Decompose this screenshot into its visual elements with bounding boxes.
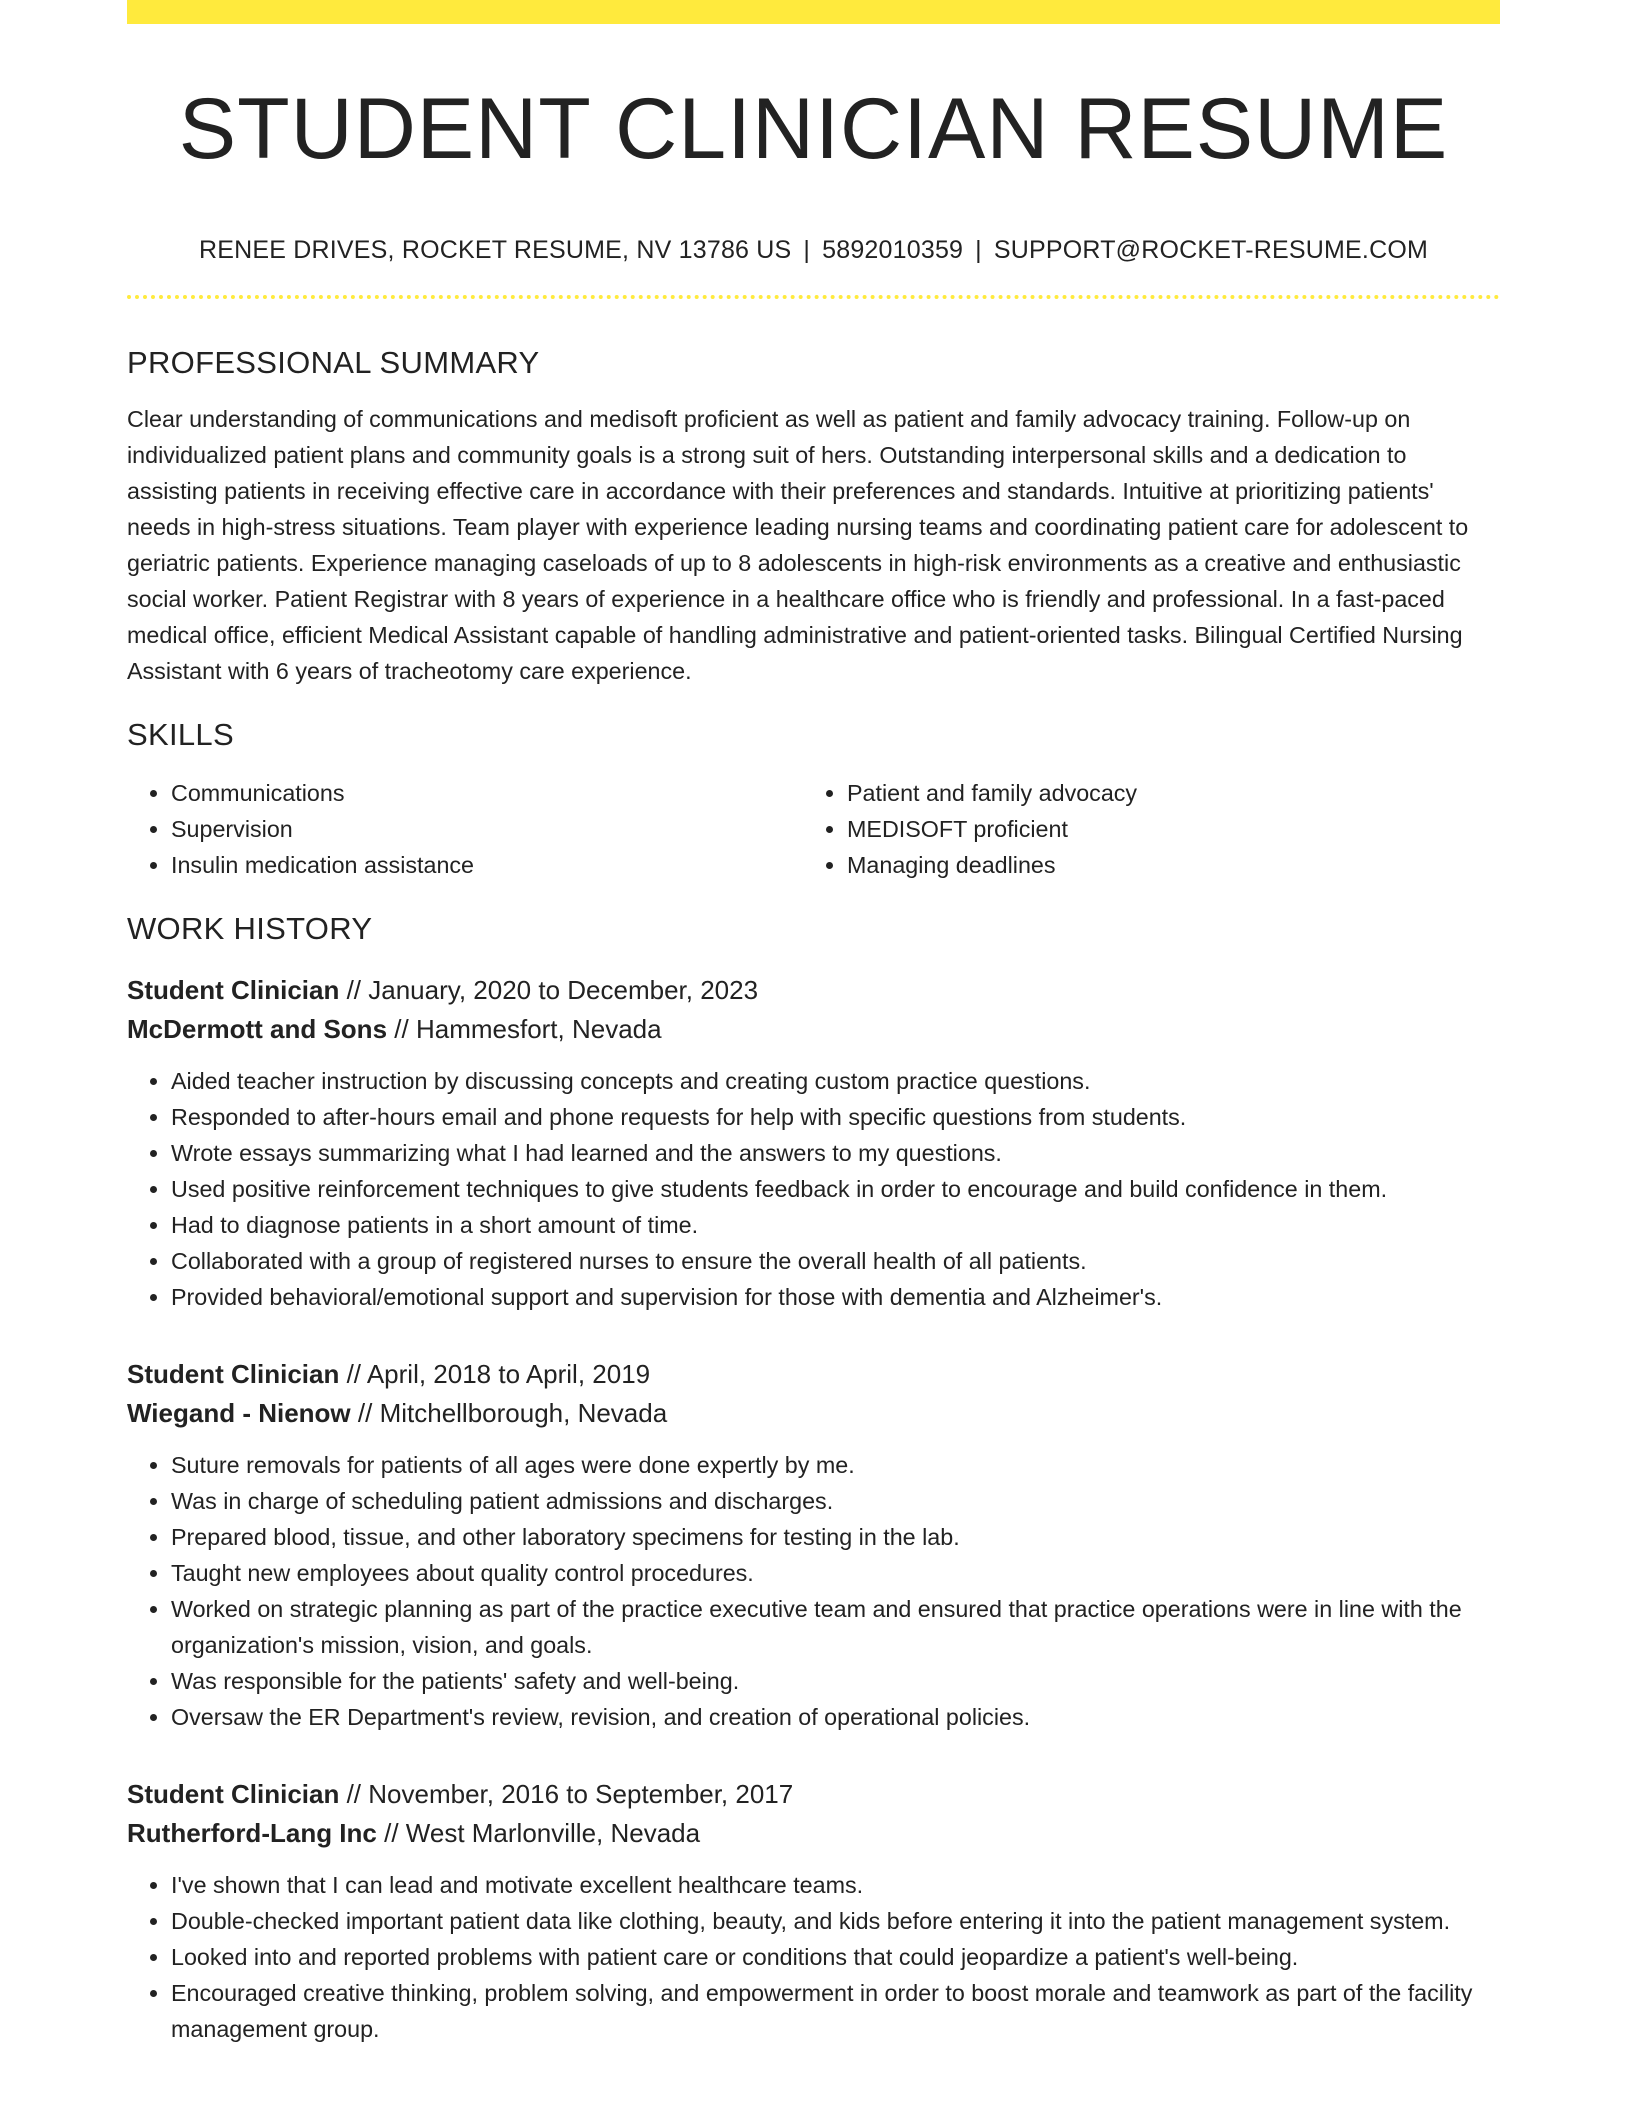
job-bullet: • I've shown that I can lead and motivate excellent healthcare teams. — [171, 1867, 1500, 1903]
contact-separator: | — [803, 236, 811, 265]
job-title-line — [127, 971, 1500, 1010]
skill-item: • Patient and family advocacy — [847, 775, 1500, 811]
job-bullet: • Encouraged creative thinking, problem solving, and empowerment in order to boost morale and teamwork as part of the facility management group. — [171, 1975, 1500, 2047]
page-title: STUDENT CLINICIAN RESUME — [178, 81, 1449, 177]
job-divider: // — [346, 1359, 362, 1390]
skill-item: • Supervision — [171, 811, 803, 847]
skills-list-right — [803, 775, 1500, 883]
job-location: Mitchellborough, Nevada — [379, 1398, 668, 1429]
job-bullet: • Was responsible for the patients' safety and well-being. — [171, 1663, 1500, 1699]
job-company: McDermott and Sons — [127, 1014, 388, 1045]
contact-line — [127, 236, 1500, 265]
skills-grid — [127, 775, 1500, 883]
job-bullets — [127, 1447, 1500, 1735]
contact-email: SUPPORT@ROCKET-RESUME.COM — [993, 236, 1429, 265]
summary-text: Clear understanding of communications and medisoft proficient as well as patient and family advocacy training. Follow-up on individualized patient plans and community goals is a strong suit of hers. Outstanding interpersonal skills and a dedication to assisting patients in receiving effective care in accordance with their preferences and standards. Intuitive at prioritizing patients' needs in high-stress situations. Team player with experience leading nursing teams and coordinating patient care for adolescent to geriatric patients. Experience managing caseloads of up to 8 adolescents in high-risk environments as a creative and enthusiastic social worker. Patient Registrar with 8 years of experience in a healthcare office who is friendly and professional. In a fast-paced medical office, efficient Medical Assistant capable of handling administrative and patient-oriented tasks. Bilingual Certified Nursing Assistant with 6 years of tracheotomy care experience. — [127, 406, 1469, 685]
job-bullet: • Suture removals for patients of all ages were done expertly by me. — [171, 1447, 1500, 1483]
job-bullets — [127, 1867, 1500, 2047]
job-bullet: • Provided behavioral/emotional support and supervision for those with dementia and Alzheimer's. — [171, 1279, 1500, 1315]
contact-phone: 5892010359 — [822, 236, 964, 265]
job-company: Rutherford-Lang Inc — [127, 1818, 377, 1849]
job-bullet: • Used positive reinforcement techniques to give students feedback in order to encourage and build confidence in them. — [171, 1171, 1500, 1207]
dotted-divider — [127, 295, 1500, 299]
job-bullet: • Prepared blood, tissue, and other laboratory specimens for testing in the lab. — [171, 1519, 1500, 1555]
skill-item: • Insulin medication assistance — [171, 847, 803, 883]
job-bullet: • Taught new employees about quality control procedures. — [171, 1555, 1500, 1591]
job-bullet: • Oversaw the ER Department's review, revision, and creation of operational policies. — [171, 1699, 1500, 1735]
job-title: Student Clinician — [127, 975, 340, 1006]
job-bullet: • Looked into and reported problems with patient care or conditions that could jeopardize a patient's well-being. — [171, 1939, 1500, 1975]
job-divider: // — [384, 1818, 399, 1849]
accent-top-bar — [127, 0, 1500, 24]
job-company-line — [127, 1394, 1500, 1433]
job-entry — [127, 971, 1500, 1315]
skill-item: • Managing deadlines — [847, 847, 1500, 883]
job-divider: // — [346, 1779, 362, 1810]
job-bullet: • Was in charge of scheduling patient admissions and discharges. — [171, 1483, 1500, 1519]
job-dates: April, 2018 to April, 2019 — [366, 1359, 651, 1390]
job-title: Student Clinician — [127, 1779, 340, 1810]
skills-heading: SKILLS — [127, 717, 234, 753]
job-location: West Marlonville, Nevada — [405, 1818, 701, 1849]
job-bullet: • Worked on strategic planning as part of the practice executive team and ensured that practice operations were in line with the organization's mission, vision, and goals. — [171, 1591, 1500, 1663]
resume-page — [127, 0, 1500, 2047]
job-bullet: • Double-checked important patient data like clothing, beauty, and kids before entering it into the patient management system. — [171, 1903, 1500, 1939]
job-divider: // — [357, 1398, 373, 1429]
job-title-line — [127, 1355, 1500, 1394]
work-history-heading: WORK HISTORY — [127, 911, 373, 947]
job-company-line — [127, 1010, 1500, 1049]
skills-list-left — [127, 775, 803, 883]
contact-separator: | — [975, 236, 982, 265]
job-divider: // — [346, 975, 362, 1006]
job-bullet: • Aided teacher instruction by discussing concepts and creating custom practice questions. — [171, 1063, 1500, 1099]
job-bullet: • Wrote essays summarizing what I had learned and the answers to my questions. — [171, 1135, 1500, 1171]
job-bullet: • Had to diagnose patients in a short amount of time. — [171, 1207, 1500, 1243]
skill-item: • MEDISOFT proficient — [847, 811, 1500, 847]
job-dates: November, 2016 to September, 2017 — [368, 1779, 794, 1810]
skill-item: • Communications — [171, 775, 803, 811]
summary-heading: PROFESSIONAL SUMMARY — [127, 345, 540, 381]
job-location: Hammesfort, Nevada — [415, 1014, 662, 1045]
contact-address: RENEE DRIVES, ROCKET RESUME, NV 13786 US — [198, 236, 792, 265]
job-bullet: • Collaborated with a group of registered nurses to ensure the overall health of all patients. — [171, 1243, 1500, 1279]
job-entry — [127, 1355, 1500, 1735]
job-title-line — [127, 1775, 1500, 1814]
job-dates: January, 2020 to December, 2023 — [368, 975, 759, 1006]
job-bullets — [127, 1063, 1500, 1315]
job-company: Wiegand - Nienow — [127, 1398, 351, 1429]
job-entry — [127, 1775, 1500, 2047]
job-divider: // — [394, 1014, 409, 1045]
job-title: Student Clinician — [127, 1359, 340, 1390]
job-company-line — [127, 1814, 1500, 1853]
job-bullet: • Responded to after-hours email and phone requests for help with specific questions from students. — [171, 1099, 1500, 1135]
